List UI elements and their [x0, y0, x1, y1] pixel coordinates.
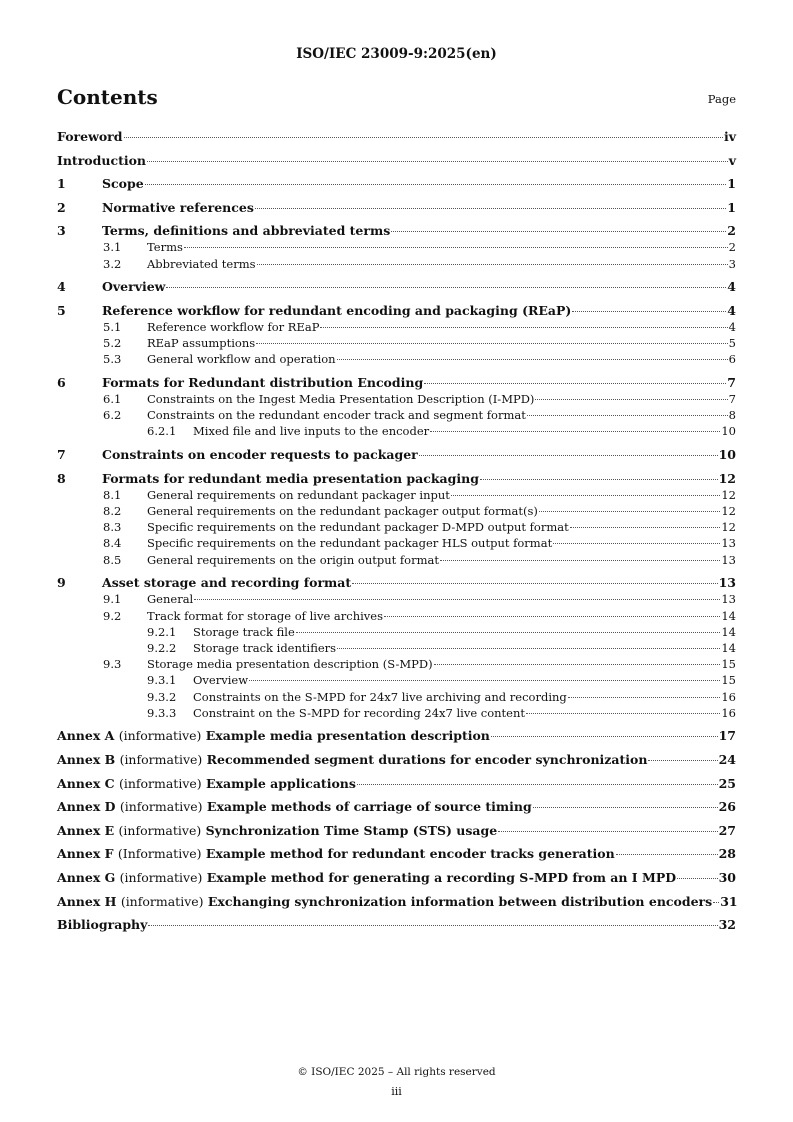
annex-title: Example methods of carriage of source timing: [206, 799, 532, 815]
dot-leader: [384, 616, 720, 617]
toc-entry[interactable]: [57, 423, 736, 439]
dot-leader: [480, 479, 718, 480]
toc-entry[interactable]: [57, 446, 736, 463]
toc-entry-page: 12: [718, 470, 736, 486]
toc-entry-number: 6: [57, 375, 66, 391]
toc-entry-number: 1: [57, 176, 66, 192]
toc-entry-title: Specific requirements on the redundant packager D-MPD output format: [147, 520, 569, 535]
toc-entry[interactable]: [57, 128, 736, 145]
toc-entry-number: 8.3: [103, 520, 122, 535]
toc-entry-number: 9.3: [103, 657, 122, 672]
toc-entry[interactable]: [57, 591, 736, 607]
toc-entry-title: [57, 798, 532, 815]
toc-entry-number: 3: [57, 223, 66, 239]
toc-entry-page: 12: [721, 504, 736, 519]
toc-entry-page: 1: [727, 199, 736, 215]
toc-entry-page: 4: [727, 279, 736, 295]
toc-entry-number: 9.3.1: [147, 673, 177, 688]
annex-label: Annex D: [57, 799, 116, 815]
toc-entry-page: 16: [721, 705, 736, 720]
document-header: ISO/IEC 23009-9:2025(en): [296, 46, 497, 62]
dot-leader: [296, 632, 721, 633]
toc-entry-title: Introduction: [57, 152, 147, 168]
dot-leader: [498, 831, 717, 832]
toc-entry[interactable]: [57, 845, 736, 862]
toc-entry-title: [57, 775, 356, 792]
toc-entry-number: 6.1: [103, 392, 122, 407]
dot-leader: [184, 247, 728, 248]
dot-leader: [249, 680, 720, 681]
annex-title: Example applications: [206, 775, 356, 791]
annex-informative-label: (informative): [120, 893, 204, 909]
toc-entry-title: Asset storage and recording format: [102, 575, 352, 591]
dot-leader: [451, 495, 720, 496]
toc-entry-title: Formats for redundant media presentation packaging: [102, 470, 479, 486]
toc-entry-number: 9.3.3: [147, 705, 177, 720]
toc-entry-title: Overview: [102, 279, 166, 295]
dot-leader: [648, 760, 717, 761]
toc-entry-number: 6.2: [103, 408, 122, 423]
toc-entry-page: 13: [721, 592, 736, 607]
dot-leader: [147, 161, 728, 162]
toc-entry[interactable]: [57, 256, 736, 272]
toc-entry-title: Storage track file: [193, 624, 295, 639]
toc-entry-page: 26: [718, 799, 736, 815]
toc-entry-number: 9.2.1: [147, 624, 177, 639]
dot-leader: [257, 264, 728, 265]
dot-leader: [527, 415, 728, 416]
toc-entry-number: 7: [57, 447, 66, 463]
dot-leader: [352, 583, 717, 584]
annex-informative-label: (informative): [118, 775, 202, 791]
toc-entry-title: Overview: [193, 673, 249, 688]
toc-entry[interactable]: [57, 175, 736, 192]
toc-entry-title: [57, 751, 647, 768]
toc-entry-page: 7: [728, 392, 736, 407]
toc-entry-title: Constraints on the S-MPD for 24x7 live archiving and recording: [193, 689, 567, 704]
toc-entry[interactable]: [57, 869, 736, 886]
toc-entry-page: 16: [721, 689, 736, 704]
toc-entry-number: 8.5: [103, 552, 122, 567]
toc-entry-page: 3: [728, 256, 736, 271]
annex-title: Example method for generating a recording S-MPD from an I MPD: [206, 870, 677, 886]
dot-leader: [145, 184, 727, 185]
toc-entry[interactable]: [57, 672, 736, 688]
dot-leader: [337, 648, 720, 649]
annex-label: Annex H: [57, 893, 117, 909]
annex-label: Annex A: [57, 728, 115, 744]
dot-leader: [526, 713, 720, 714]
toc-entry[interactable]: [57, 503, 736, 519]
toc-entry-number: 2: [57, 199, 66, 215]
toc-entry-title: REaP assumptions: [147, 336, 256, 351]
copyright-footer: © ISO/IEC 2025 – All rights reserved: [297, 1066, 496, 1078]
toc-entry-title: Specific requirements on the redundant packager HLS output format: [147, 536, 553, 551]
toc-entry-title: [57, 869, 676, 886]
toc-entry-title: Bibliography: [57, 917, 148, 933]
toc-entry-page: 25: [718, 775, 736, 791]
toc-entry-page: v: [728, 152, 736, 168]
toc-entry-page: 15: [721, 673, 736, 688]
dot-leader: [491, 736, 718, 737]
dot-leader: [713, 902, 719, 903]
toc-entry-page: 32: [718, 917, 736, 933]
annex-title: Recommended segment durations for encoder synchronization: [206, 752, 648, 768]
toc-entry-number: 5.1: [103, 319, 122, 334]
page-column-label: Page: [707, 92, 736, 106]
toc-entry-title: General workflow and operation: [147, 352, 336, 367]
toc-entry-page: iv: [723, 129, 736, 144]
toc-entry-title: [57, 727, 490, 744]
toc-entry[interactable]: [57, 552, 736, 568]
dot-leader: [570, 527, 721, 528]
dot-leader: [256, 343, 728, 344]
toc-entry-title: Constraints on the redundant encoder track and segment format: [147, 408, 526, 423]
dot-leader: [337, 359, 728, 360]
dot-leader: [553, 543, 720, 544]
dot-leader: [148, 925, 717, 926]
toc-entry-title: General requirements on the origin output format: [147, 552, 439, 567]
toc-entry-page: 13: [721, 536, 736, 551]
annex-label: Annex B: [57, 752, 116, 768]
toc-entry[interactable]: [57, 302, 736, 319]
toc-entry-page: 12: [721, 520, 736, 535]
dot-leader: [568, 697, 721, 698]
dot-leader: [677, 878, 718, 879]
annex-label: Annex G: [57, 870, 116, 886]
toc-entry-title: Abbreviated terms: [147, 256, 256, 271]
annex-informative-label: (informative): [119, 752, 203, 768]
annex-informative-label: (informative): [118, 728, 202, 744]
dot-leader: [430, 431, 720, 432]
toc-entry-title: Reference workflow for REaP: [147, 319, 320, 334]
toc-entry-number: 8.2: [103, 504, 122, 519]
dot-leader: [424, 383, 726, 384]
dot-leader: [124, 137, 723, 138]
toc-entry-title: Foreword: [57, 129, 123, 144]
toc-entry[interactable]: [57, 705, 736, 721]
toc-entry-title: Terms: [147, 240, 183, 255]
annex-label: Annex C: [57, 775, 115, 791]
toc-entry-page: 28: [718, 846, 736, 862]
toc-entry-number: 3.1: [103, 240, 122, 255]
toc-entry-title: Storage track identifiers: [193, 640, 337, 655]
toc-entry[interactable]: [57, 535, 736, 551]
toc-entry-page: 4: [728, 319, 736, 334]
toc-entry-page: 2: [727, 223, 736, 239]
toc-entry-page: 10: [718, 447, 736, 463]
dot-leader: [357, 784, 718, 785]
toc-entry-title: Formats for Redundant distribution Encoding: [102, 375, 424, 391]
toc-entry-number: 8: [57, 470, 66, 486]
page-title: Contents: [57, 85, 158, 109]
toc-entry[interactable]: [57, 391, 736, 407]
annex-label: Annex F: [57, 846, 114, 862]
annex-informative-label: (informative): [119, 870, 203, 886]
toc-entry-title: General requirements on the redundant packager output format(s): [147, 504, 538, 519]
toc-entry[interactable]: [57, 470, 736, 487]
toc-entry-page: 13: [718, 575, 736, 591]
toc-entry-page: 24: [718, 752, 736, 768]
dot-leader: [616, 854, 718, 855]
toc-entry-page: 13: [721, 552, 736, 567]
toc-entry[interactable]: [57, 199, 736, 216]
toc-entry-page: 30: [718, 870, 736, 886]
dot-leader: [440, 560, 720, 561]
toc-entry-number: 4: [57, 279, 66, 295]
toc-entry[interactable]: [57, 374, 736, 391]
annex-title: Exchanging synchronization information between distribution encoders: [207, 893, 713, 909]
toc-entry[interactable]: [57, 689, 736, 705]
toc-entry[interactable]: [57, 222, 736, 239]
toc-entry[interactable]: [57, 487, 736, 503]
toc-entry-title: Mixed file and live inputs to the encoder: [193, 424, 430, 439]
toc-entry-number: 9.2.2: [147, 640, 177, 655]
toc-entry[interactable]: [57, 727, 736, 744]
toc-entry-page: 14: [721, 624, 736, 639]
dot-leader: [533, 807, 718, 808]
toc-entry-page: 14: [721, 608, 736, 623]
toc-entry-title: Track format for storage of live archives: [147, 608, 383, 623]
toc-entry[interactable]: [57, 335, 736, 351]
toc-entry-number: 5: [57, 302, 66, 318]
dot-leader: [434, 664, 721, 665]
toc-entry[interactable]: [57, 152, 736, 169]
dot-leader: [255, 208, 726, 209]
page-number: iii: [391, 1085, 402, 1098]
dot-leader: [194, 599, 720, 600]
toc-entry[interactable]: [57, 893, 736, 910]
toc-entry-page: 8: [728, 408, 736, 423]
dot-leader: [391, 231, 726, 232]
toc-entry[interactable]: [57, 239, 736, 255]
toc-entry-title: Constraints on the Ingest Media Presentation Description (I-MPD): [147, 392, 535, 407]
toc-entry-number: 6.2.1: [147, 424, 177, 439]
toc-entry[interactable]: [57, 407, 736, 423]
toc-entry[interactable]: [57, 319, 736, 335]
toc-entry-page: 10: [721, 424, 736, 439]
toc-entry-title: Storage media presentation description (S-MPD): [147, 657, 433, 672]
toc-entry-title: Terms, definitions and abbreviated terms: [102, 223, 391, 239]
toc-entry[interactable]: [57, 916, 736, 933]
annex-informative-label: (informative): [119, 799, 203, 815]
toc-entry[interactable]: [57, 608, 736, 624]
toc-entry[interactable]: [57, 351, 736, 367]
toc-entry-number: 9: [57, 575, 66, 591]
dot-leader: [572, 311, 726, 312]
annex-title: Synchronization Time Stamp (STS) usage: [205, 822, 498, 838]
toc-entry[interactable]: [57, 656, 736, 672]
toc-entry[interactable]: [57, 798, 736, 815]
toc-entry-page: 31: [720, 893, 738, 909]
toc-entry-title: General: [147, 592, 194, 607]
annex-title: Example method for redundant encoder tracks generation: [205, 846, 615, 862]
toc-entry[interactable]: [57, 640, 736, 656]
toc-entry-page: 17: [718, 728, 736, 744]
toc-entry-number: 8.4: [103, 536, 122, 551]
toc-entry-number: 9.1: [103, 592, 122, 607]
annex-informative-label: (informative): [118, 822, 202, 838]
dot-leader: [535, 399, 727, 400]
toc-entry-number: 9.3.2: [147, 689, 177, 704]
dot-leader: [166, 287, 726, 288]
dot-leader: [419, 455, 718, 456]
toc-entry-page: 12: [721, 487, 736, 502]
toc-entry-number: 8.1: [103, 487, 122, 502]
dot-leader: [539, 511, 721, 512]
toc-entry-number: 9.2: [103, 608, 122, 623]
toc-entry[interactable]: [57, 519, 736, 535]
toc-entry-page: 1: [727, 176, 736, 192]
toc-entry-number: 5.2: [103, 336, 122, 351]
toc-entry-page: 5: [728, 336, 736, 351]
toc-entry[interactable]: [57, 278, 736, 295]
toc-entry-number: 3.2: [103, 256, 122, 271]
toc-entry-number: 5.3: [103, 352, 122, 367]
toc-entry-title: Constraint on the S-MPD for recording 24x7 live content: [193, 705, 526, 720]
toc-entry-title: Normative references: [102, 199, 254, 215]
table-of-contents: [57, 128, 736, 933]
toc-entry[interactable]: [57, 822, 736, 839]
toc-entry[interactable]: [57, 775, 736, 792]
toc-entry-title: [57, 893, 712, 910]
toc-entry-page: 27: [718, 822, 736, 838]
toc-entry-page: 4: [727, 302, 736, 318]
toc-entry-title: Constraints on encoder requests to packager: [102, 447, 418, 463]
toc-entry[interactable]: [57, 751, 736, 768]
toc-entry-page: 2: [728, 240, 736, 255]
dot-leader: [320, 327, 727, 328]
toc-entry-title: Scope: [102, 176, 144, 192]
toc-entry-page: 6: [728, 352, 736, 367]
annex-title: Example media presentation description: [205, 728, 490, 744]
toc-entry[interactable]: [57, 624, 736, 640]
annex-informative-label: (Informative): [117, 846, 202, 862]
toc-entry-page: 14: [721, 640, 736, 655]
annex-label: Annex E: [57, 822, 115, 838]
toc-entry-page: 7: [727, 375, 736, 391]
toc-entry-title: [57, 822, 497, 839]
toc-entry-page: 15: [721, 657, 736, 672]
toc-entry-title: General requirements on redundant packager input: [147, 487, 450, 502]
toc-entry[interactable]: [57, 574, 736, 591]
toc-entry-title: Reference workflow for redundant encoding and packaging (REaP): [102, 302, 572, 318]
toc-entry-title: [57, 845, 615, 862]
